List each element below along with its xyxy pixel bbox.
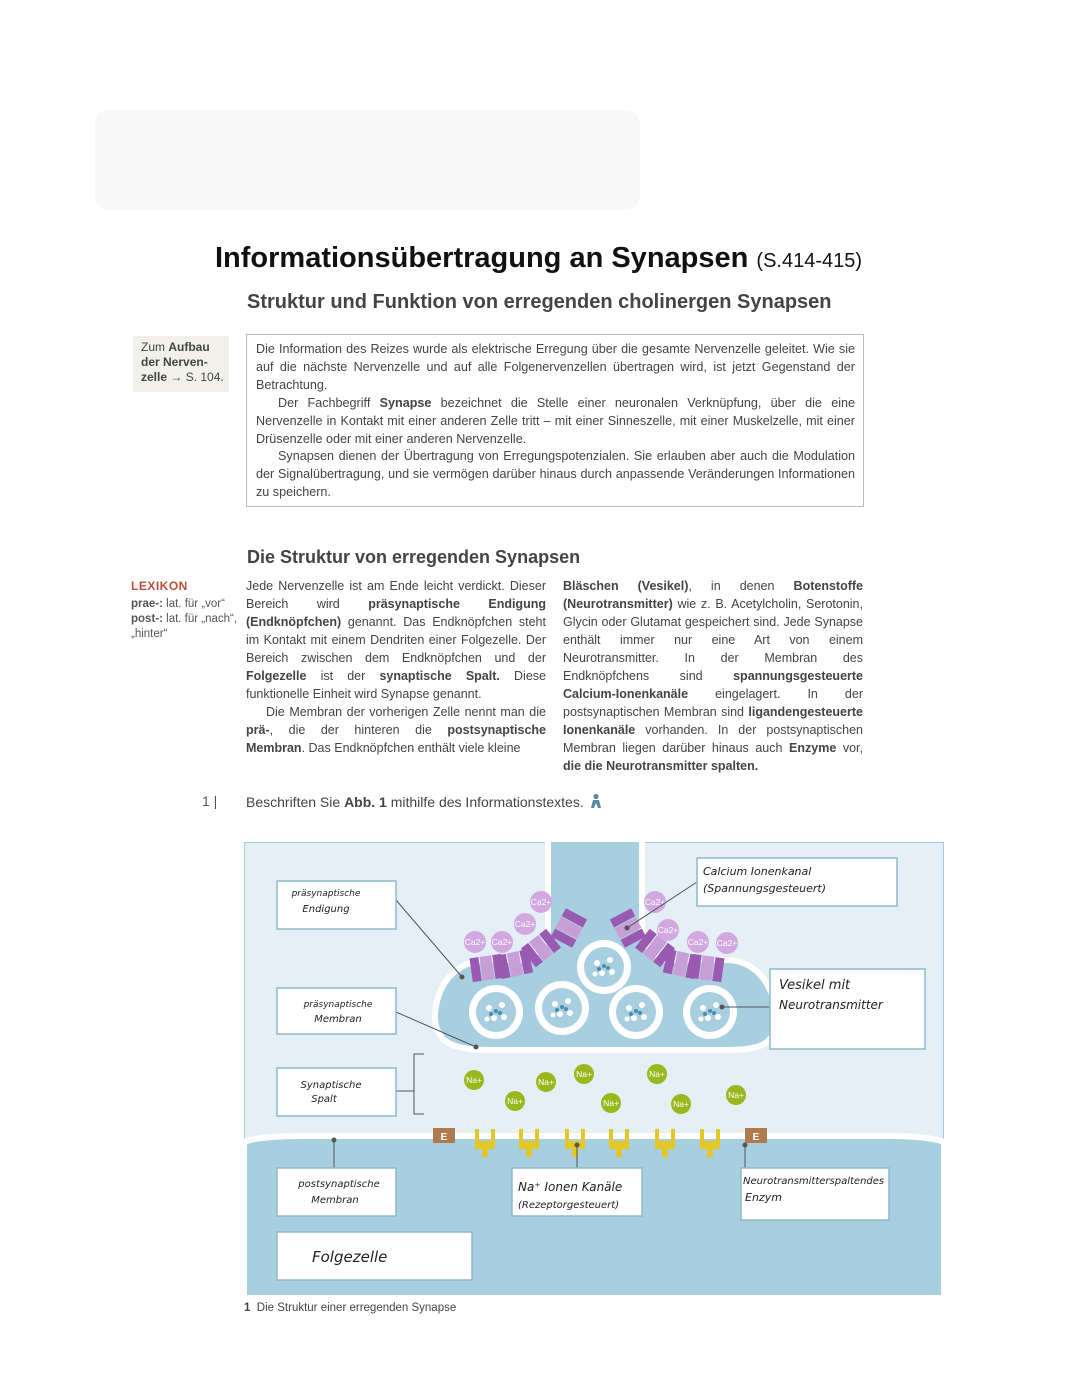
synapse-figure bbox=[244, 842, 944, 1298]
svg-text:postsynaptische: postsynaptische bbox=[298, 1179, 380, 1190]
svg-text:Ca2+: Ca2+ bbox=[464, 937, 486, 947]
task-number: 1 | bbox=[202, 793, 218, 809]
vesicle bbox=[469, 985, 523, 1039]
svg-text:Na+: Na+ bbox=[576, 1069, 592, 1079]
label-praesynaptische-membran[interactable] bbox=[277, 988, 396, 1034]
svg-text:Ca2+: Ca2+ bbox=[491, 937, 513, 947]
task-instruction: Beschriften Sie Abb. 1 mithilfe des Informationstextes. bbox=[246, 793, 604, 810]
ca-ion bbox=[530, 891, 552, 913]
ca-ion bbox=[514, 913, 536, 935]
intro-paragraph: Synapsen dienen der Übertragung von Erregungspotenzialen. Sie erlauben aber auch die Modulation der Signalübertragung, und sie vermögen darüber hinaus durch anpassende Veränderungen Informationen zu speichern. bbox=[256, 449, 855, 500]
svg-text:Na⁺ Ionen Kanäle: Na⁺ Ionen Kanäle bbox=[518, 1180, 623, 1194]
label-enzym[interactable] bbox=[741, 1168, 889, 1220]
enzyme bbox=[745, 1128, 767, 1143]
na-ion bbox=[647, 1064, 667, 1084]
label-postsynaptische-membran[interactable] bbox=[277, 1168, 396, 1216]
svg-text:Ca2+: Ca2+ bbox=[687, 937, 709, 947]
svg-text:Vesikel mit: Vesikel mit bbox=[779, 978, 851, 993]
svg-text:Enzym: Enzym bbox=[745, 1191, 782, 1204]
label-praesynaptische-endigung[interactable] bbox=[277, 881, 396, 929]
svg-text:Na+: Na+ bbox=[728, 1090, 744, 1100]
title-text: Informationsübertragung an Synapsen bbox=[215, 242, 749, 274]
svg-text:präsynaptische: präsynaptische bbox=[291, 889, 361, 899]
subtitle: Struktur und Funktion von erregenden cholinergen Synapsen bbox=[247, 291, 832, 313]
svg-text:Ca2+: Ca2+ bbox=[514, 919, 536, 929]
vesicle bbox=[535, 981, 589, 1035]
label-folgezelle[interactable] bbox=[277, 1232, 472, 1280]
na-ion bbox=[671, 1094, 691, 1114]
text-column-left: Jede Nervenzelle ist am Ende leicht verdickt. Dieser Bereich wird präsynaptische Endigung (Endknöpfchen) genannt. Das Endknöpfchen steht im Kontakt mit einem Dendriten einer Folgezelle. Der Bereich zwischen dem Endknöpfchen und der Folgezelle ist der synaptische Spalt. Diese funktionelle Einheit wird Synapse genannt. Die Membran der vorherigen Zelle nennt man die prä-, die der hinteren die postsynaptische Membran. Das Endknöpfchen enthält viele kleine bbox=[246, 579, 546, 755]
person-icon bbox=[588, 793, 604, 809]
intro-box bbox=[246, 334, 864, 507]
svg-text:Membran: Membran bbox=[314, 1014, 362, 1025]
label-na-ionenkanaele[interactable] bbox=[512, 1168, 642, 1216]
na-ion bbox=[464, 1070, 484, 1090]
scan-smudge bbox=[95, 110, 640, 210]
svg-text:Ca2+: Ca2+ bbox=[644, 897, 666, 907]
svg-text:Na+: Na+ bbox=[466, 1075, 482, 1085]
margin-note: Zum Aufbau der Nerven- zelle → S. 104. bbox=[133, 336, 229, 392]
na-ion bbox=[601, 1093, 621, 1113]
svg-text:Spalt: Spalt bbox=[311, 1094, 337, 1105]
na-ion bbox=[536, 1072, 556, 1092]
figure-caption: 1 Die Struktur einer erregenden Synapse bbox=[244, 1302, 457, 1314]
label-synaptischer-spalt[interactable] bbox=[277, 1068, 396, 1116]
svg-text:E: E bbox=[440, 1132, 448, 1143]
vesicle bbox=[683, 985, 737, 1039]
svg-text:Na+: Na+ bbox=[603, 1098, 619, 1108]
svg-text:Calcium Ionenkanal: Calcium Ionenkanal bbox=[703, 865, 812, 878]
svg-text:Ca2+: Ca2+ bbox=[530, 897, 552, 907]
svg-text:E: E bbox=[752, 1132, 760, 1143]
lexikon-title: LEXIKON bbox=[131, 579, 188, 593]
svg-text:präsynaptische: präsynaptische bbox=[303, 1000, 373, 1010]
vesicle bbox=[609, 985, 663, 1039]
ca-ion bbox=[716, 932, 738, 954]
intro-paragraph: Die Information des Reizes wurde als elektrische Erregung über die gesamte Nervenzelle geleitet. Wie sie auf die nächste Nervenzelle und auf alle Folgenervenzellen übertragen wird, ist jetzt Gegenstand der Betrachtung. bbox=[256, 342, 855, 392]
text-column-right: Bläschen (Vesikel), in denen Botenstoffe (Neurotransmitter) wie z. B. Acetylcholin, Serotonin, Glycin oder Glutamat gespeichert sind. Jede Synapse enthält immer nur eine Art von einem Neurotransmitter. In der Membran des Endknöpfchens sind spannungsgesteuerte Calcium-Ionenkanäle eingelagert. In der postsynaptischen Membran sind ligandengesteuerte Ionenkanäle vorhanden. In der postsynaptischen Membran liegen darüber hinaus auch Enzyme vor, die die Neurotransmitter spalten. bbox=[563, 579, 864, 773]
svg-text:Na+: Na+ bbox=[538, 1077, 554, 1087]
vesicle bbox=[577, 940, 631, 994]
svg-text:(Spannungsgesteuert): (Spannungsgesteuert) bbox=[703, 882, 827, 895]
ca-ion bbox=[657, 919, 679, 941]
svg-text:Endigung: Endigung bbox=[302, 904, 350, 915]
label-vesikel[interactable] bbox=[770, 969, 925, 1049]
ca-ion bbox=[687, 931, 709, 953]
ca-ion bbox=[491, 931, 513, 953]
svg-text:Na+: Na+ bbox=[649, 1069, 665, 1079]
na-ion bbox=[505, 1091, 525, 1111]
svg-text:Synaptische: Synaptische bbox=[300, 1080, 362, 1091]
svg-text:(Rezeptorgesteuert): (Rezeptorgesteuert) bbox=[518, 1200, 620, 1211]
svg-text:Na+: Na+ bbox=[507, 1096, 523, 1106]
section-heading: Die Struktur von erregenden Synapsen bbox=[247, 547, 581, 567]
page-title bbox=[215, 242, 862, 275]
ca-ion bbox=[464, 931, 486, 953]
svg-text:Na+: Na+ bbox=[673, 1099, 689, 1109]
label-calcium-ionenkanal[interactable] bbox=[697, 858, 897, 906]
svg-text:Membran: Membran bbox=[311, 1195, 359, 1206]
svg-text:Folgezelle: Folgezelle bbox=[312, 1248, 388, 1266]
enzyme bbox=[433, 1128, 455, 1143]
svg-text:Neurotransmitter: Neurotransmitter bbox=[779, 998, 883, 1012]
svg-text:Ca2+: Ca2+ bbox=[716, 938, 738, 948]
svg-text:Ca2+: Ca2+ bbox=[657, 925, 679, 935]
lexikon-text: prae-: lat. für „vor“ post-: lat. für „nach“, „hinter“ bbox=[131, 598, 238, 640]
na-ion bbox=[726, 1085, 746, 1105]
calcium-channel bbox=[689, 954, 724, 982]
intro-paragraph: Der Fachbegriff Synapse bezeichnet die Stelle einer neuronalen Verknüpfung, über die eine Nervenzelle in Kontakt mit einer anderen Zelle tritt – mit einer Sinneszelle, mit einer Muskelzelle, mit einer Drüsenzelle oder mit einer anderen Nervenzelle. bbox=[256, 395, 856, 446]
na-ion bbox=[574, 1064, 594, 1084]
svg-text:Neurotransmitterspaltendes: Neurotransmitterspaltendes bbox=[743, 1176, 885, 1187]
title-page-ref: (S.414-415) bbox=[756, 250, 863, 272]
